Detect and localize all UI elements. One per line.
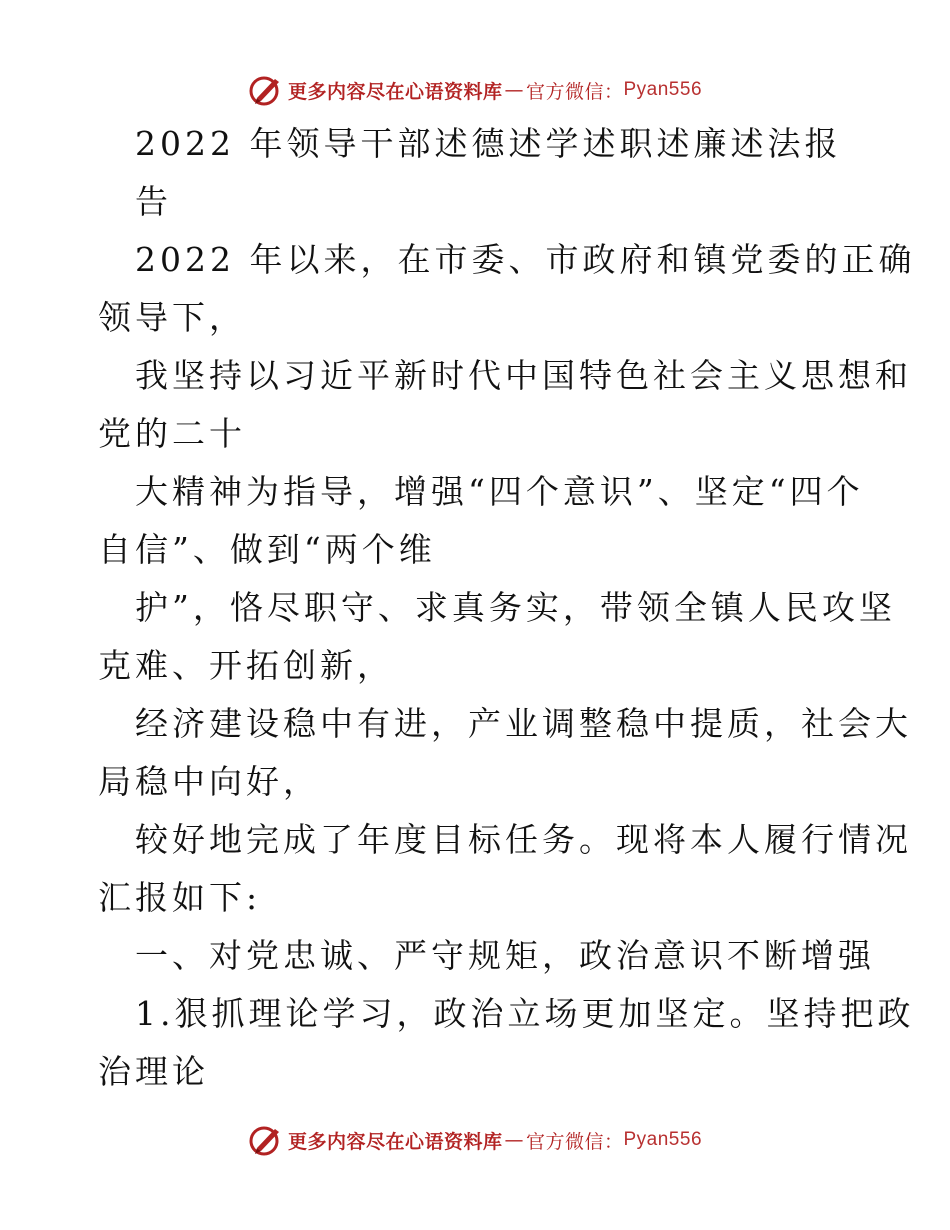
text-line: 自信”、做到“两个维 <box>98 530 436 569</box>
watermark-label: 官方微信： <box>525 80 624 103</box>
text-line: 领导下， <box>98 298 246 337</box>
header-watermark <box>0 70 950 110</box>
text-line: 2022 年领导干部述德述学述职述廉述法报 <box>135 124 842 163</box>
text-line: 大精神为指导，增强“四个意识”、坚定“四个 <box>135 472 864 511</box>
text-line: 我坚持以习近平新时代中国特色社会主义思想和 <box>135 356 912 395</box>
text-line: 局稳中向好， <box>98 762 320 801</box>
text-line: 1.狠抓理论学习，政治立场更加坚定。坚持把政 <box>135 994 915 1033</box>
document-body <box>98 115 916 1101</box>
text-line: 较好地完成了年度目标任务。现将本人履行情况 <box>135 820 912 859</box>
text-line: 告 <box>135 182 172 221</box>
text-line: 治理论 <box>98 1052 209 1091</box>
watermark-wechat-id: Pyan556 <box>623 1129 703 1150</box>
watermark-separator: — <box>504 1129 524 1151</box>
text-line: 一、对党忠诚、严守规矩，政治意识不断增强 <box>135 936 875 975</box>
text-line: 经济建设稳中有进，产业调整稳中提质，社会大 <box>135 704 912 743</box>
pen-logo-icon <box>248 1123 284 1157</box>
text-line: 护”，恪尽职守、求真务实，带领全镇人民攻坚 <box>135 588 896 627</box>
watermark-wechat-id: Pyan556 <box>623 79 703 100</box>
watermark-separator: — <box>504 79 524 101</box>
watermark-main-text: 更多内容尽在心语资料库 <box>287 1130 503 1153</box>
text-line: 2022 年以来，在市委、市政府和镇党委的正确 <box>135 240 916 279</box>
text-line: 党的二十 <box>98 414 246 453</box>
watermark-label: 官方微信： <box>525 1130 624 1153</box>
footer-watermark <box>0 1120 950 1160</box>
pen-logo-icon <box>248 73 284 107</box>
text-line: 克难、开拓创新， <box>98 646 394 685</box>
watermark-main-text: 更多内容尽在心语资料库 <box>287 80 503 103</box>
text-line: 汇报如下: <box>98 878 262 917</box>
